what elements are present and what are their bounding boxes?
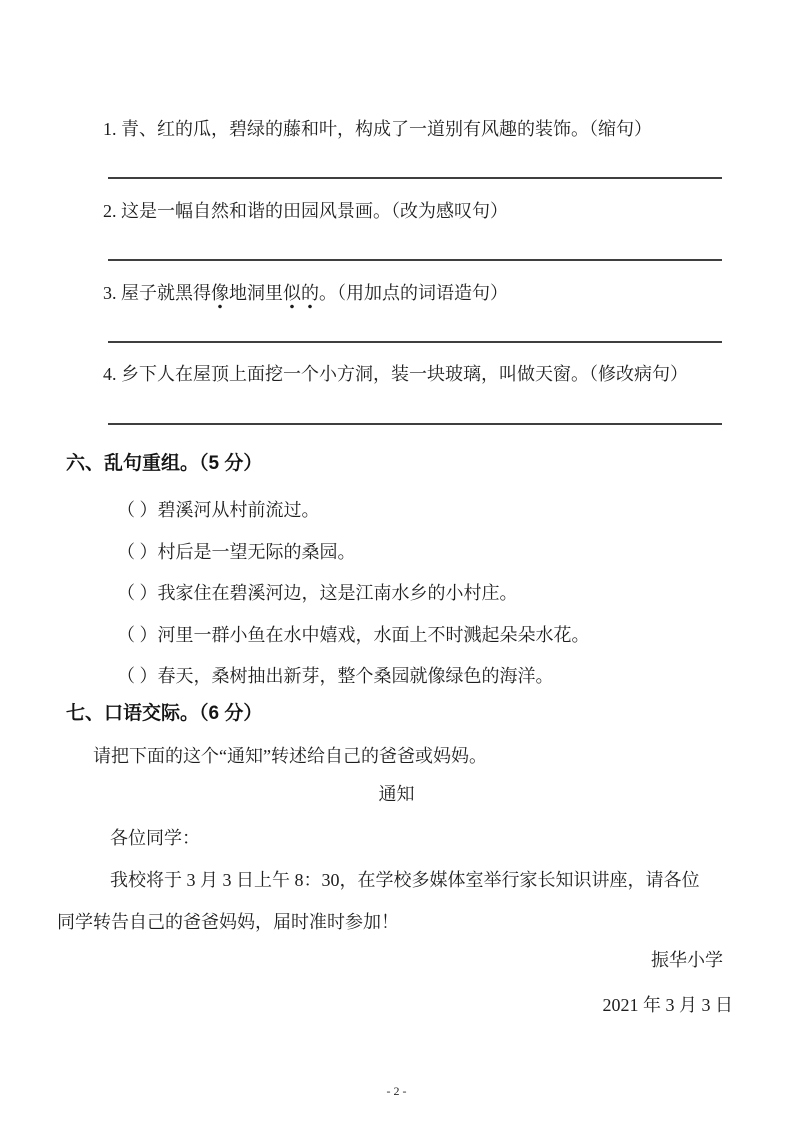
emphasized-word-2: 似的: [283, 283, 319, 309]
section-7-instruction: 请把下面的这个“通知”转述给自己的爸爸或妈妈。: [93, 746, 487, 766]
question-3-text-end: 。（用加点的词语造句）: [319, 283, 508, 303]
section-7-heading: 七、口语交际。（6 分）: [66, 703, 263, 724]
question-1: 1. 青、红的瓜，碧绿的藤和叶，构成了一道别有风趣的装饰。（缩句）: [103, 119, 652, 139]
answer-line-4: [108, 423, 722, 425]
reorder-item-3: （ ）我家住在碧溪河边，这是江南水乡的小村庄。: [117, 583, 518, 603]
reorder-item-5: （ ）春天，桑树抽出新芽，整个桑园就像绿色的海洋。: [117, 666, 554, 686]
notice-signature: 振华小学: [651, 950, 723, 970]
answer-line-2: [108, 259, 722, 261]
answer-line-1: [108, 177, 722, 179]
notice-title: 通知: [378, 784, 415, 804]
question-2: 2. 这是一幅自然和谐的田园风景画。（改为感叹句）: [103, 201, 508, 221]
notice-body-line-1: 我校将于 3 月 3 日上午 8：30，在学校多媒体室举行家长知识讲座，请各位: [110, 870, 700, 890]
question-3-text-mid: 地洞里: [229, 283, 283, 303]
question-3: [103, 280, 508, 306]
reorder-item-4: （ ）河里一群小鱼在水中嬉戏，水面上不时溅起朵朵水花。: [117, 625, 590, 645]
question-4: 4. 乡下人在屋顶上面挖一个小方洞，装一块玻璃，叫做天窗。（修改病句）: [103, 364, 688, 384]
section-6-heading: 六、乱句重组。（5 分）: [66, 453, 263, 474]
page-number: - 2 -: [386, 1084, 407, 1098]
answer-line-3: [108, 341, 722, 343]
reorder-item-2: （ ）村后是一望无际的桑园。: [117, 542, 356, 562]
notice-salutation: 各位同学：: [110, 828, 200, 848]
emphasized-word-1: 像: [211, 283, 229, 309]
reorder-item-1: （ ）碧溪河从村前流过。: [117, 500, 320, 520]
notice-date: 2021 年 3 月 3 日: [602, 995, 733, 1015]
question-3-text: 3. 屋子就黑得: [103, 283, 211, 303]
notice-body-line-2: 同学转告自己的爸爸妈妈，届时准时参加！: [57, 912, 399, 932]
